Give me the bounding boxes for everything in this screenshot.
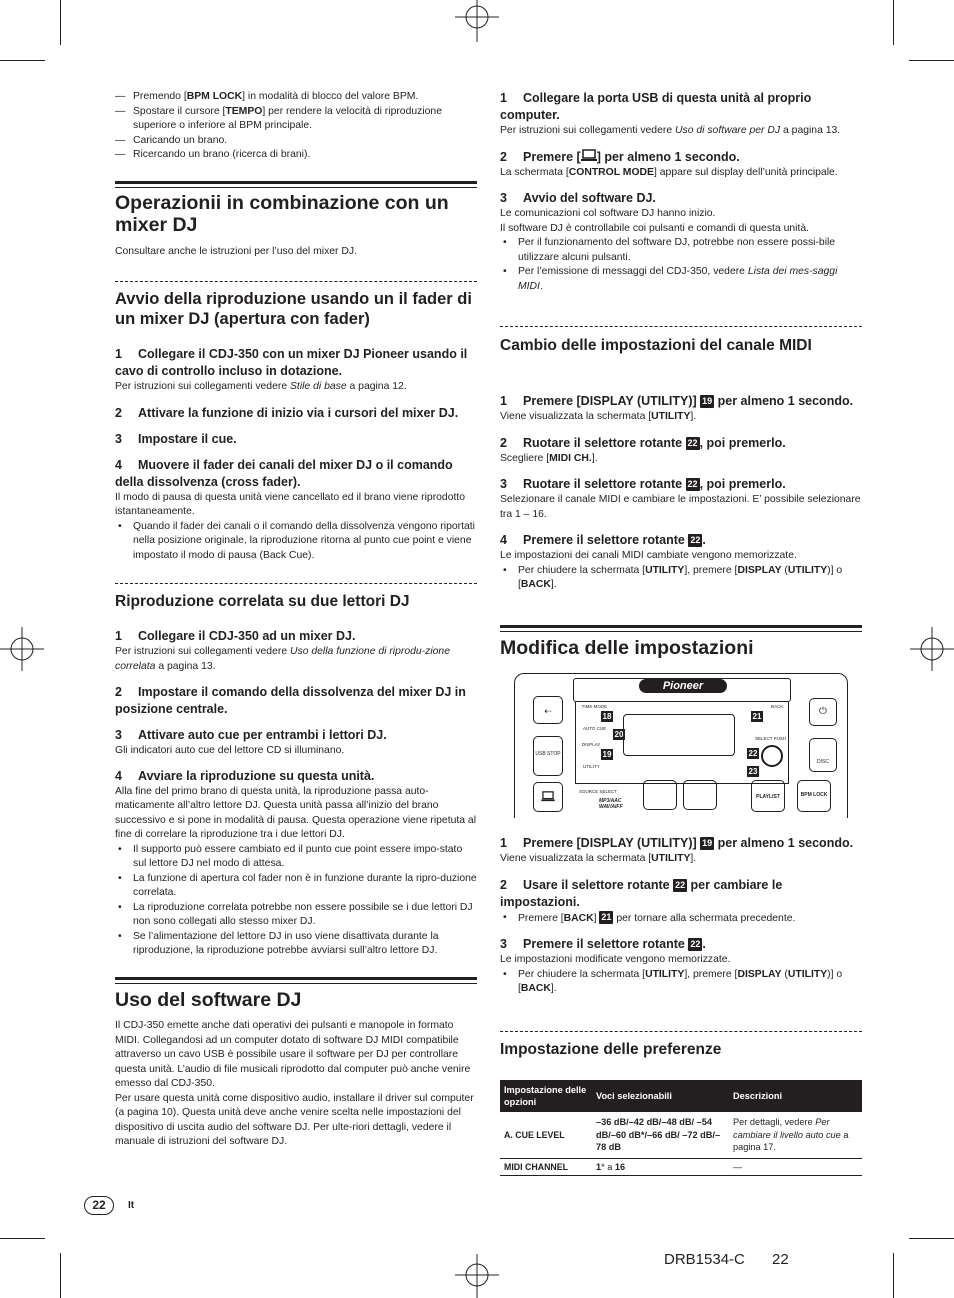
step-3: 3 Impostare il cue. — [115, 431, 237, 446]
paragraph: Il CDJ-350 emette anche dati operativi dei pulsanti e manopole in formato MIDI. Collegandosi ad un computer dotato di software DJ MIDI compatibile attraverso un cavo USB è possibile usare il software per DJ per controllare questa unità. L’audio di file musicali riprodotto dal computer può anche venire emesso dal CDJ-350. — [115, 1020, 471, 1089]
table-cell: MIDI CHANNEL — [500, 1158, 592, 1176]
playlist-button: PLAYLIST — [751, 780, 785, 812]
subsection-title: Riproduzione correlata su due lettori DJ — [115, 593, 410, 610]
subsection-rule — [500, 1031, 862, 1032]
bullet-item: • Se l’alimentazione del lettore DJ in uso viene disattivata durante la riproduzione, la riproduzione potrebbe avviarsi sull’altro lettore DJ. — [115, 930, 477, 959]
crop-mark — [909, 60, 954, 61]
step-4: 4 Muovere il fader dei canali del mixer DJ o il comando della dissolvenza (cross fader). — [115, 457, 453, 489]
lcd-screen — [623, 714, 735, 756]
list-item: — Caricando un brano. — [115, 134, 477, 149]
callout-18: 18 — [602, 712, 612, 721]
display-label: · DISPLAY — [579, 742, 601, 747]
steps-relay-play — [115, 628, 477, 959]
section-text: Consultare anche le istruzioni per l’uso del mixer DJ. — [115, 246, 357, 257]
crop-mark — [893, 0, 894, 45]
step-1: 1 Collegare il CDJ-350 con un mixer DJ Pioneer usando il cavo di controllo incluso in dotazione. — [115, 347, 468, 378]
step-1: 1 Collegare la porta USB di questa unità al proprio computer. — [500, 91, 812, 122]
callout-22: 22 — [748, 749, 758, 758]
device-panel — [514, 673, 848, 818]
usb-button: ⇠ — [533, 696, 563, 724]
subsection-title: Cambio delle impostazioni del canale MIDI — [500, 337, 812, 354]
table-row — [500, 1112, 862, 1158]
crop-mark — [909, 1238, 954, 1239]
table-row — [500, 1158, 862, 1176]
subsection-title: Impostazione delle preferenze — [500, 1041, 722, 1058]
step-2: 2 Premere [ ] per almeno 1 secondo. — [500, 149, 740, 164]
table-cell: A. CUE LEVEL — [500, 1112, 592, 1158]
step-4-text: Il modo di pausa di questa unità viene cancellato ed il brano viene riprodotto istantaneamente. — [115, 491, 466, 517]
paragraph: Per usare questa unità come dispositivo audio, installare il driver sul computer (a pagina 10). Questa unità deve anche venire scelta nelle impostazioni del dispositivo di uscita audio del software DJ. Per ulte-riori dettagli, vedere il manuale di istruzioni del software DJ. — [115, 1092, 474, 1147]
rotary-selector — [761, 745, 783, 767]
step-3-text: Il software DJ è controllabile coi pulsanti e comandi di questa unità. — [500, 222, 809, 234]
midi-source-button — [683, 780, 717, 810]
step-2: 2 Usare il selettore rotante 22 per cambiare le impostazioni. — [500, 877, 783, 909]
step-3: 3 Premere il selettore rotante 22 . — [500, 937, 706, 951]
bullet-item: • Premere [BACK] 21 per tornare alla schermata precedente. — [500, 911, 862, 927]
step-1: 1 Premere [DISPLAY (UTILITY)] 19 per almeno 1 secondo. — [500, 836, 854, 850]
column-header: Voci selezionabili — [592, 1080, 729, 1112]
language-tag: It — [128, 1200, 135, 1211]
callout-23: 23 — [748, 767, 758, 776]
computer-icon — [581, 149, 597, 162]
step-4-text: Le impostazioni dei canali MIDI cambiate vengono memorizzate. — [500, 550, 797, 561]
bullet-item: • La riproduzione correlata potrebbe non essere possibile se i due lettori DJ non sono collegati allo stesso mixer DJ. — [115, 901, 477, 930]
subsection-rule — [500, 326, 862, 327]
callout-21: 21 — [752, 712, 762, 721]
steps-midi — [500, 393, 862, 593]
table-cell: –36 dB/–42 dB/–48 dB/ –54 dB/–60 dB*/–66 dB/ –72 dB/–78 dB — [592, 1112, 729, 1158]
usb-stop-button: USB STOP — [533, 736, 563, 776]
step-3-text: Le impostazioni modificate vengono memorizzate. — [500, 954, 731, 965]
intro-list — [115, 90, 477, 163]
crop-mark — [60, 1253, 61, 1298]
section-title: Operazionii in combinazione con un mixer DJ — [115, 192, 449, 236]
bpm-lock-button: BPM LOCK — [797, 780, 831, 812]
back-label: BACK — [771, 704, 784, 709]
bullet-item: • Per l’emissione di messaggi del CDJ-350, vedere Lista dei mes-saggi MIDI. — [500, 265, 862, 294]
step-1: 1 Premere [DISPLAY (UTILITY)] 19 per almeno 1 secondo. — [500, 394, 854, 408]
registration-mark — [0, 627, 44, 671]
bullet-item: • Il supporto può essere cambiato ed il punto cue point essere impo-stato sul lettore DJ nel modo di attesa. — [115, 843, 477, 872]
formats-label: MP3/AAC WAV/AIFF — [599, 798, 623, 810]
step-3-text: Selezionare il canale MIDI e cambiare le impostazioni. E’ possibile selezionare tra 1 – 16. — [500, 494, 861, 520]
step-2: 2 Attivare la funzione di inizio via i cursori del mixer DJ. — [115, 405, 459, 420]
section-title: Modifica delle impostazioni — [500, 637, 754, 659]
step-1-text: Per istruzioni sui collegamenti vedere Stile di base a pagina 12. — [115, 381, 407, 392]
table-cell: 1* a 16 — [592, 1158, 729, 1176]
auto-cue-label: AUTO CUE — [583, 726, 607, 731]
bullet-item: • Per il funzionamento del software DJ, potrebbe non essere possi-bile utilizzare alcuni pulsanti. — [500, 236, 862, 265]
subsection-title: Avvio della riproduzione usando un il fader di un mixer DJ (apertura con fader) — [115, 290, 472, 328]
step-3: 3 Attivare auto cue per entrambi i lettori DJ. — [115, 728, 387, 742]
step-1-text: Viene visualizzata la schermata [UTILITY]. — [500, 853, 697, 864]
steps-software — [500, 90, 862, 294]
doc-code: DRB1534-C — [664, 1251, 745, 1268]
table-header-row — [500, 1080, 862, 1112]
step-3: 3 Ruotare il selettore rotante 22 , poi premerlo. — [500, 477, 786, 491]
computer-button — [533, 782, 563, 812]
bullet-item: • Per chiudere la schermata [UTILITY], premere [DISPLAY (UTILITY)] o [BACK]. — [500, 968, 862, 997]
crop-mark — [0, 60, 45, 61]
power-button: ⏻ — [809, 698, 837, 726]
callout-20: 20 — [614, 730, 624, 739]
step-4: 4 Avviare la riproduzione su questa unità. — [115, 768, 375, 783]
step-4-text: Alla fine del primo brano di questa unità, la riproduzione passa auto-maticamente all’altro lettore DJ. Questa unità passa all’inizio del brano successivo e si pone in modalità di pausa. Questa operazione viene ripetuta al fine di correlare la riproduzione tra i due lettori DJ. — [115, 785, 477, 840]
bullet-item: • La funzione di apertura col fader non è in funzione durante la ripro-duzione correlata. — [115, 872, 477, 901]
utility-label: UTILITY — [583, 764, 600, 769]
section-rule — [115, 181, 477, 188]
list-item: — Ricercando un brano (ricerca di brani). — [115, 148, 477, 163]
step-2: 2 Impostare il comando della dissolvenza del mixer DJ in posizione centrale. — [115, 685, 466, 716]
crop-mark — [893, 1253, 894, 1298]
step-2-text: Scegliere [MIDI CH.]. — [500, 452, 598, 464]
column-header: Descrizioni — [729, 1080, 862, 1112]
step-2: 2 Ruotare il selettore rotante 22 , poi premerlo. — [500, 435, 786, 450]
registration-mark — [455, 0, 499, 44]
step-1-text: Per istruzioni sui collegamenti vedere Uso della funzione di riprodu-zione correlata a pagina 13. — [115, 646, 450, 672]
step-1: 1 Collegare il CDJ-350 ad un mixer DJ. — [115, 629, 356, 643]
step-3-text: Gli indicatori auto cue del lettore CD si illuminano. — [115, 745, 345, 756]
step-1-text: Per istruzioni sui collegamenti vedere Uso di software per DJ a pagina 13. — [500, 125, 841, 136]
time-mode-label: · TIME MODE — [579, 704, 608, 709]
step-3: 3 Avvio del software DJ. — [500, 191, 656, 205]
pioneer-logo: Pioneer — [639, 679, 727, 693]
crop-mark — [60, 0, 61, 45]
section-rule — [500, 625, 862, 632]
page-number: 22 — [84, 1196, 114, 1215]
table-cell: Per dettagli, vedere Per cambiare il livello auto cue a pagina 17. — [729, 1112, 862, 1158]
step-4: 4 Premere il selettore rotante 22 . — [500, 533, 706, 547]
section-title: Uso del software DJ — [115, 989, 302, 1011]
list-item: — Premendo [BPM LOCK] in modalità di blocco del valore BPM. — [115, 90, 477, 105]
section-body — [115, 1019, 477, 1150]
registration-mark — [455, 1254, 499, 1298]
subsection-rule — [115, 583, 477, 584]
step-1-text: Viene visualizzata la schermata [UTILITY]. — [500, 411, 697, 422]
step-3-text: Le comunicazioni col software DJ hanno inizio. — [500, 208, 716, 219]
crop-mark — [0, 1238, 45, 1239]
list-item: — Spostare il cursore [TEMPO] per rendere la velocità di riproduzione superiore o inferiore al BPM principale. — [115, 105, 477, 134]
steps-fader-start — [115, 346, 477, 563]
steps-modify — [500, 835, 862, 997]
source-select-label: SOURCE SELECT — [579, 789, 618, 794]
doc-page: 22 — [772, 1251, 789, 1268]
bullet-item: • Per chiudere la schermata [UTILITY], premere [DISPLAY (UTILITY)] o [BACK]. — [500, 564, 862, 593]
disc-button: DISC — [809, 738, 837, 772]
section-rule — [115, 977, 477, 984]
usb-source-button — [643, 780, 677, 810]
computer-icon — [541, 791, 555, 802]
select-push-label: SELECT PUSH — [755, 736, 787, 741]
callout-19: 19 — [602, 750, 612, 759]
table-cell: — — [729, 1158, 862, 1176]
step-2-text: La schermata [CONTROL MODE] appare sul display dell’unità principale. — [500, 166, 838, 178]
preferences-table — [500, 1080, 862, 1176]
bullet-item: • Quando il fader dei canali o il comando della dissolvenza vengono riportati nella posizione originale, la riproduzione ritorna al punto cue point e viene impostato il modo di pausa (Back Cue). — [115, 520, 477, 564]
column-header: Impostazione delle opzioni — [500, 1080, 592, 1112]
subsection-rule — [115, 281, 477, 282]
registration-mark — [910, 627, 954, 671]
